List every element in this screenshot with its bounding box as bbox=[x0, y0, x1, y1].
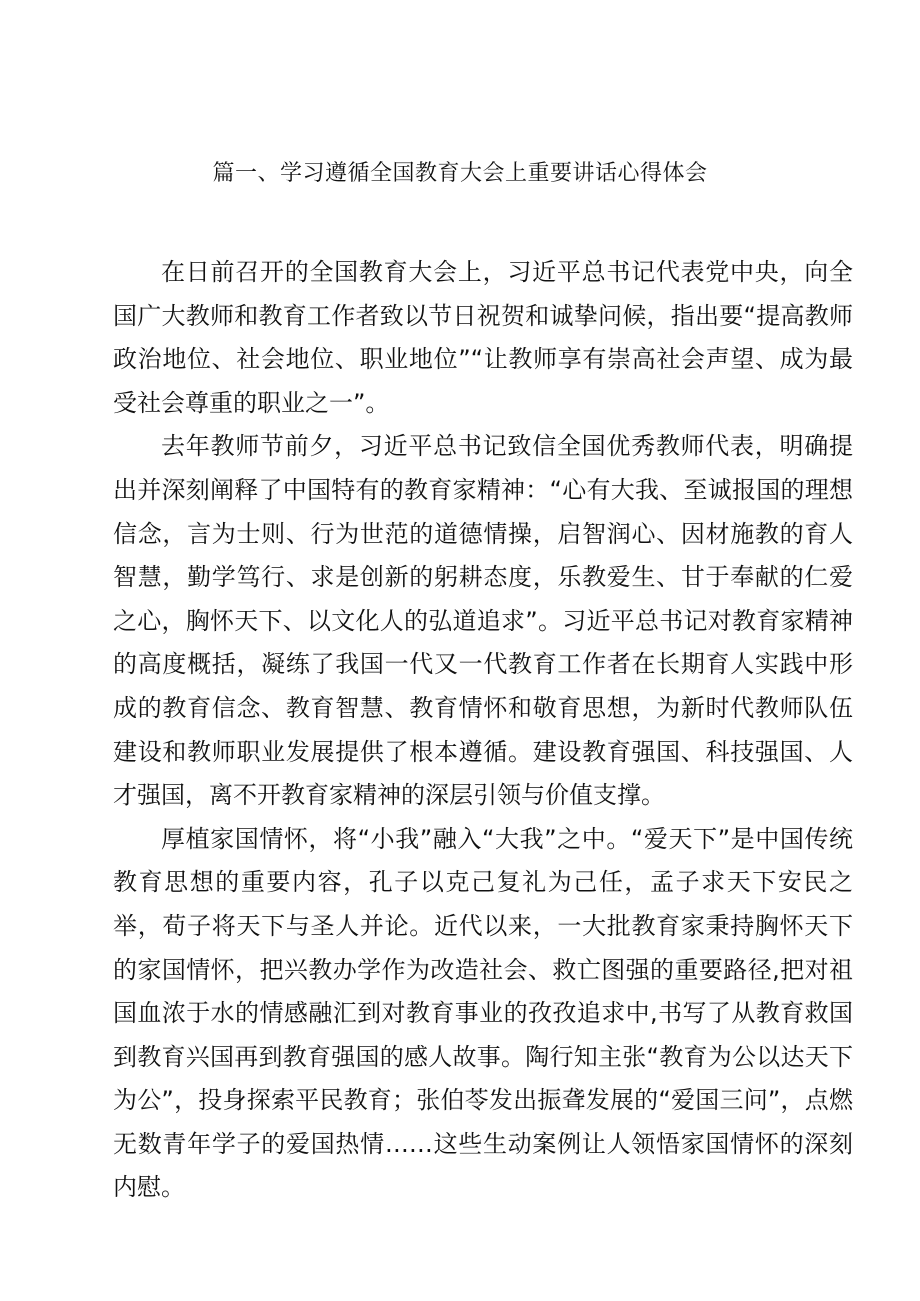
document-body bbox=[113, 251, 853, 1210]
document-title: 篇一、学习遵循全国教育大会上重要讲话心得体会 bbox=[212, 161, 708, 186]
paragraph-3: 厚植家国情怀，将“小我”融入“大我”之中。“爱天下”是中国传统教育思想的重要内容，孔子以克己复礼为己任，孟子求天下安民之举，荀子将天下与圣人并论。近代以来，一大批教育家秉持胸怀天下的家国情怀，把兴教办学作为改造社会、救亡图强的重要路径,把对祖国血浓于水的情感融汇到对教育事业的孜孜追求中,书写了从教育救国到教育兴国再到教育强国的感人故事。陶行知主张“教育为公以达天下为公”，投身探索平民教育；张伯苓发出振聋发展的“爱国三问”，点燃无数青年学子的爱国热情……这些生动案例让人领悟家国情怀的深刻内慰。 bbox=[113, 824, 853, 1202]
paragraph-1: 在日前召开的全国教育大会上，习近平总书记代表党中央，向全国广大教师和教育工作者致以节日祝贺和诚挚问候，指出要“提高教师政治地位、社会地位、职业地位”“让教师享有崇高社会声望、成为最受社会尊重的职业之一”。 bbox=[113, 258, 853, 417]
paragraph-2: 去年教师节前夕，习近平总书记致信全国优秀教师代表，明确提出并深刻阐释了中国特有的教育家精神：“心有大我、至诚报国的理想信念，言为士则、行为世范的道德情操，启智润心、因材施教的育人智慧，勤学笃行、求是创新的躬耕态度，乐教爱生、甘于奉献的仁爱之心，胸怀天下、以文化人的弘道追求”。习近平总书记对教育家精神的高度概括，凝练了我国一代又一代教育工作者在长期育人实践中形成的教育信念、教育智慧、教育情怀和敬育思想，为新时代教师队伍建设和教师职业发展提供了根本遵循。建设教育强国、科技强国、人才强国，离不开教育家精神的深层引领与价值支撑。 bbox=[113, 432, 853, 810]
